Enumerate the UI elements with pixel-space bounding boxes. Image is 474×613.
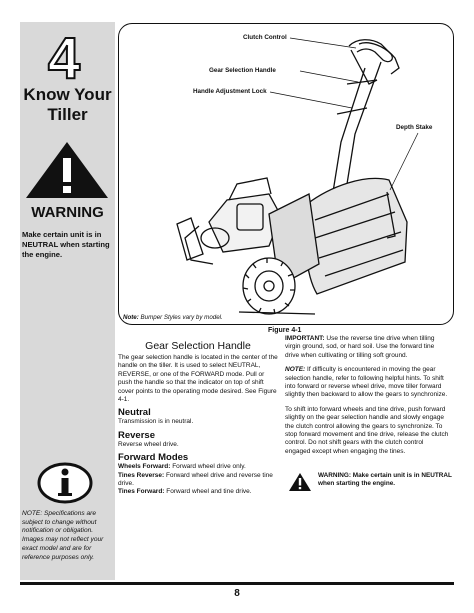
- tines-reverse-text: Forward wheel drive and reverse tine drive.: [118, 471, 273, 488]
- important-paragraph: [285, 335, 450, 360]
- info-icon: [37, 462, 93, 504]
- tines-reverse-label: Tines Reverse:: [118, 471, 165, 479]
- wheels-forward-label: Wheels Forward:: [118, 463, 171, 471]
- warning-triangle-icon: [24, 140, 110, 200]
- shift-paragraph: To shift into forward wheels and tine drive, push forward slightly on the gear selection handle and slowly engage the clutch control allowing the gears to synchronize. To stop forward movement and tine drive, release the clutch control. Do not shift gears with the clutch control engaged except when engaging the tines.: [285, 405, 449, 455]
- important-text: Use the reverse tine drive when tilling virgin ground, sod, or hard soil. Use the forward tine drive when cultivating or tilling soft ground.: [285, 335, 435, 359]
- tines-forward-label: Tines Forward:: [118, 488, 165, 496]
- callout-handle-adjustment-lock: Handle Adjustment Lock: [193, 88, 267, 95]
- gear-selection-heading: Gear Selection Handle: [145, 340, 251, 352]
- chapter-title: Know Your Tiller: [23, 85, 112, 124]
- figure-note-text: Bumper Styles vary by model.: [140, 314, 223, 321]
- side-note-text: Specifications are subject to change without notification or obligation. Images may not reflect your exact model and are for reference purposes only.: [22, 510, 104, 561]
- figure-frame: [118, 23, 454, 325]
- forward-modes-heading: Forward Modes: [118, 452, 189, 464]
- neutral-text: Transmission is in neutral.: [118, 418, 194, 426]
- tines-forward-text: Forward wheel and tine drive.: [166, 488, 252, 496]
- warning-heading: WARNING: [31, 204, 104, 221]
- hint-paragraph: [285, 366, 450, 400]
- warning-triangle-small-icon: [288, 472, 312, 492]
- tiller-illustration: [119, 24, 453, 324]
- gear-selection-intro: The gear selection handle is located in the center of the handle on the tiller. It is used to select NEUTRAL, REVERSE, or one of the FORWARD mode. Pull or push the handle so that the indicator on top of shift cover points to the operating mode desired. See Figure 4-1.: [118, 354, 278, 404]
- page-number: 8: [234, 588, 240, 599]
- hint-note-text: If difficulty is encountered in moving the gear selection handle, refer to following helpful hints. To shift into forward or reverse wheel drive, move tiller forward slightly then backward to allow the gears to synchronize.: [285, 366, 448, 399]
- neutral-heading: Neutral: [118, 407, 151, 419]
- tines-reverse-item: [118, 472, 278, 489]
- footer-rule: [20, 582, 454, 585]
- warning-text: Make certain unit is in NEUTRAL when starting the engine.: [22, 230, 110, 259]
- chapter-number: 4: [47, 26, 81, 91]
- tines-forward-item: [118, 488, 278, 496]
- hint-note-label: NOTE:: [285, 366, 306, 374]
- callout-clutch-control: Clutch Control: [243, 34, 287, 41]
- wheels-forward-item: [118, 463, 278, 471]
- callout-gear-selection-handle: Gear Selection Handle: [209, 67, 276, 74]
- neutral-warning-text: WARNING: Make certain unit is in NEUTRAL when starting the engine.: [318, 472, 452, 488]
- wheels-forward-text: Forward wheel drive only.: [172, 463, 246, 471]
- figure-label: Figure 4-1: [268, 327, 302, 334]
- reverse-heading: Reverse: [118, 429, 155, 441]
- left-column: [118, 340, 278, 497]
- callout-depth-stake: Depth Stake: [396, 124, 433, 131]
- right-column: [285, 335, 450, 456]
- side-note-label: NOTE:: [22, 510, 43, 517]
- reverse-text: Reverse wheel drive.: [118, 440, 179, 448]
- specifications-note: [22, 510, 114, 562]
- figure-note-label: Note:: [123, 314, 139, 321]
- figure-note: [123, 314, 223, 321]
- important-label: IMPORTANT:: [285, 335, 325, 342]
